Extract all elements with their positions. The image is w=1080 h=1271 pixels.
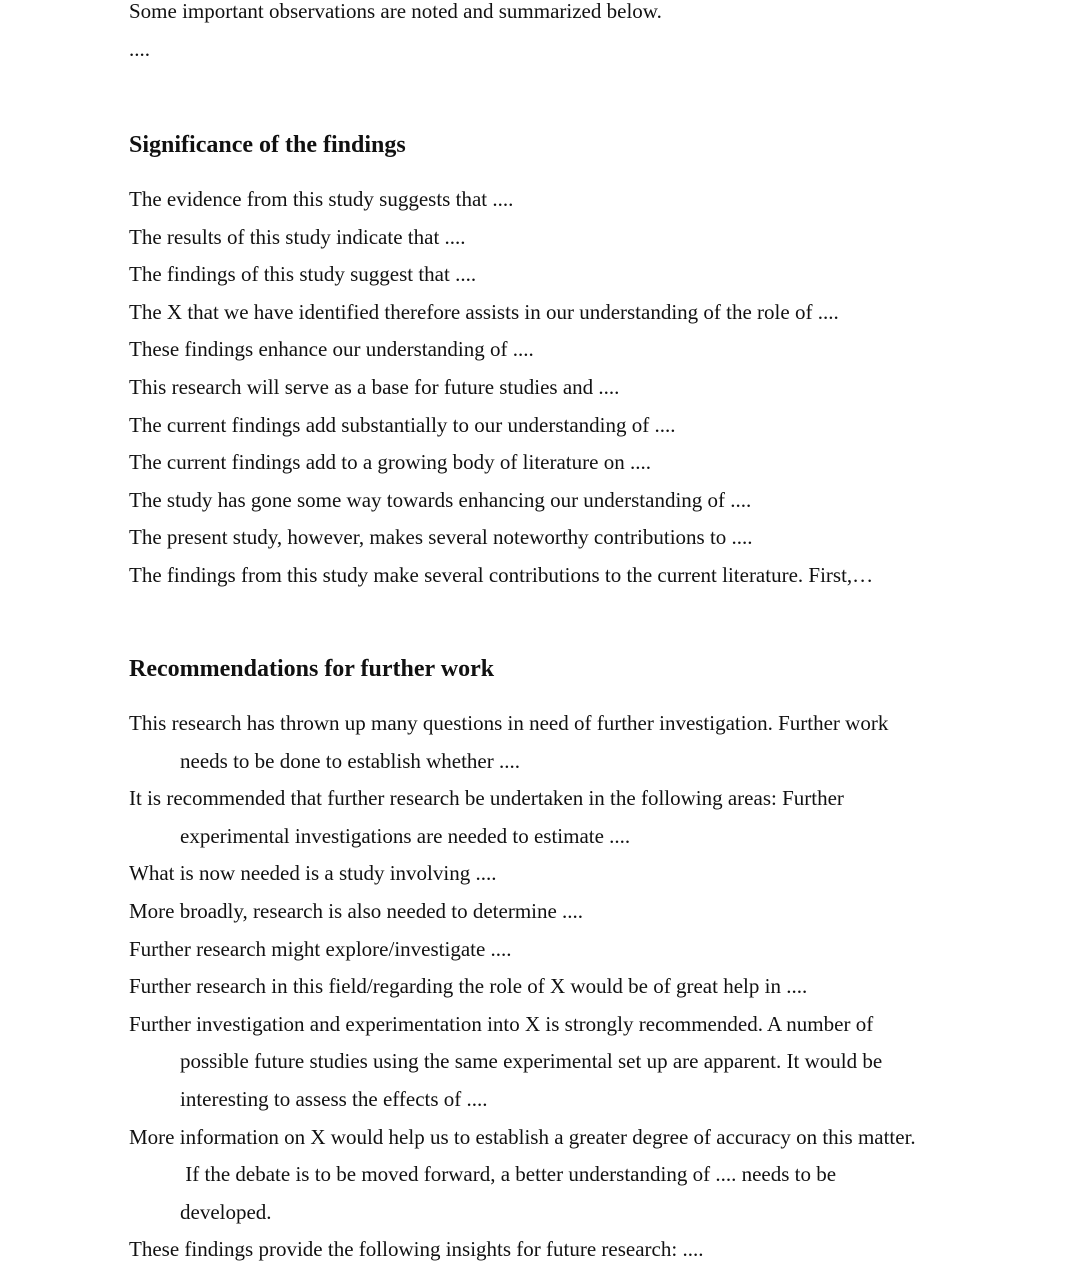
significance-phrase: The current findings add to a growing body of literature on .... xyxy=(129,450,651,475)
recommendation-phrase: This research has thrown up many questions in need of further investigation. Further work xyxy=(129,711,889,735)
recommendation-continuation: interesting to assess the effects of .... xyxy=(180,1086,488,1111)
recommendation-phrase: It is recommended that further research be undertaken in the following areas: Further xyxy=(129,786,844,811)
recommendation-phrase: These findings provide the following insights for future research: .... xyxy=(129,1237,704,1262)
significance-phrase: The evidence from this study suggests that .... xyxy=(129,187,514,211)
recommendation-phrase: Further investigation and experimentation into X is strongly recommended. A number of xyxy=(129,1011,874,1036)
recommendation-continuation: needs to be done to establish whether .... xyxy=(180,748,520,773)
recommendation-continuation: possible future studies using the same experimental set up are apparent. It would be xyxy=(180,1049,883,1074)
significance-phrase: The results of this study indicate that .... xyxy=(129,224,466,249)
recommendation-phrase: Further research might explore/investigate .... xyxy=(129,936,512,961)
significance-phrase: The current findings add substantially to our understanding of .... xyxy=(129,412,676,437)
intro-sentence: Some important observations are noted and summarized below. xyxy=(129,0,662,23)
significance-phrase: The study has gone some way towards enhancing our understanding of .... xyxy=(129,487,752,512)
recommendation-continuation: developed. xyxy=(180,1199,272,1224)
intro-ellipsis: .... xyxy=(129,36,150,61)
recommendation-continuation: experimental investigations are needed to estimate .... xyxy=(180,823,631,848)
recommendation-phrase: What is now needed is a study involving .... xyxy=(129,861,497,886)
significance-phrase: The findings from this study make several contributions to the current literature. First,… xyxy=(129,562,874,587)
recommendations-heading: Recommendations for further work xyxy=(129,656,495,682)
recommendation-phrase: More information on X would help us to establish a greater degree of accuracy on this matter. xyxy=(129,1124,916,1149)
intro-block xyxy=(129,0,662,68)
significance-phrase: The present study, however, makes several noteworthy contributions to .... xyxy=(129,525,753,550)
significance-phrase: These findings enhance our understanding of .... xyxy=(129,337,534,362)
recommendation-phrase: More broadly, research is also needed to determine .... xyxy=(129,898,584,923)
recommendation-continuation: If the debate is to be moved forward, a better understanding of .... needs to be xyxy=(180,1162,837,1187)
significance-phrase-list xyxy=(129,181,873,595)
recommendation-phrase: Further research in this field/regarding the role of X would be of great help in .... xyxy=(129,974,808,999)
significance-phrase: The X that we have identified therefore assists in our understanding of the role of .... xyxy=(129,299,839,324)
significance-phrase: The findings of this study suggest that .... xyxy=(129,262,477,287)
significance-phrase: This research will serve as a base for future studies and .... xyxy=(129,374,620,399)
significance-heading: Significance of the findings xyxy=(129,132,406,158)
recommendations-phrase-list xyxy=(129,705,916,1269)
